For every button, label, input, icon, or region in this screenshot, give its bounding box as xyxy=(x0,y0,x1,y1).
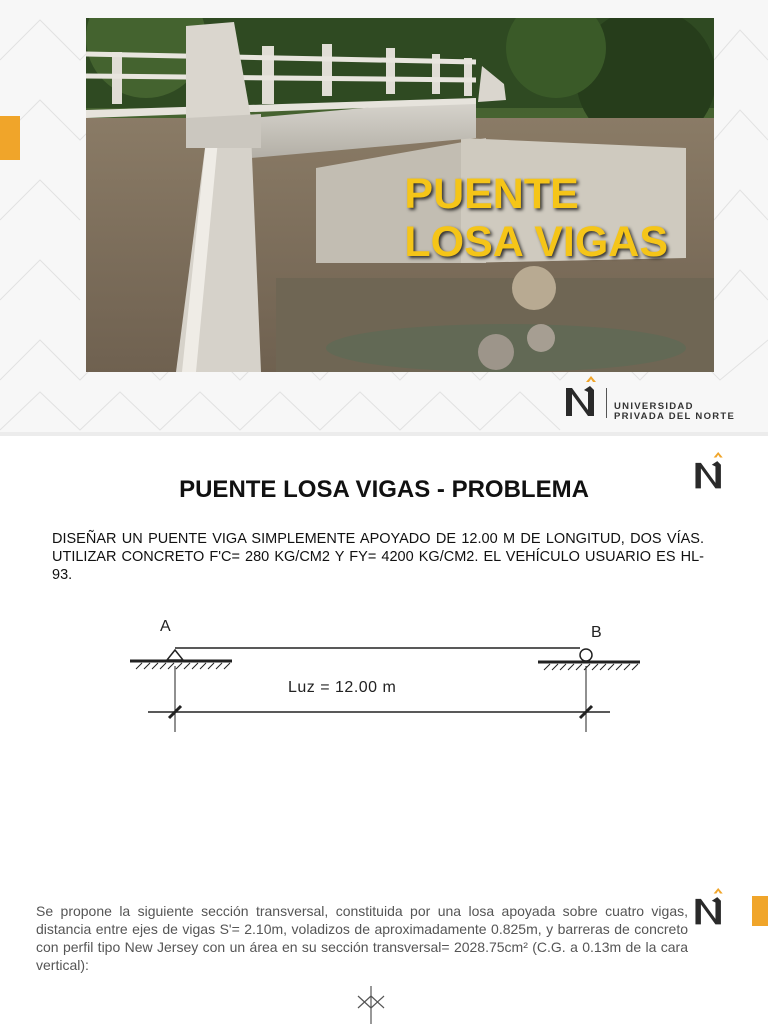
problem-title: PUENTE LOSA VIGAS - PROBLEMA xyxy=(179,476,589,503)
accent-bar-right xyxy=(752,896,768,926)
university-line1: UNIVERSIDAD xyxy=(614,401,694,412)
roller-support-b xyxy=(580,649,592,661)
pin-support-a xyxy=(167,650,183,660)
support-a-label: A xyxy=(160,618,171,635)
support-b-label: B xyxy=(591,624,602,641)
photo-title-line2: LOSA VIGAS xyxy=(404,218,668,266)
slide-cover xyxy=(0,0,768,432)
university-line2: PRIVADA DEL NORTE xyxy=(614,411,736,422)
accent-bar-left xyxy=(0,116,20,160)
upn-logo-icon xyxy=(690,886,730,930)
logo-divider xyxy=(606,388,607,418)
slide-section xyxy=(0,878,768,1024)
upn-logo-icon xyxy=(560,376,604,420)
section-description: Se propone la siguiente sección transversal, constituida por una losa apoyada sobre cuatro vigas, distancia entre ejes de vigas S'= 2.10m, voladizos de aproximadamente 0.825m, y barreras de concreto con perfil tipo New Jersey con un área en su sección transversal= 2028.75cm² (C.G. a 0.13m de la cara vertical): xyxy=(36,903,688,973)
problem-statement: DISEÑAR UN PUENTE VIGA SIMPLEMENTE APOYADO DE 12.00 M DE LONGITUD, DOS VÍAS. UTILIZAR CONCRETO F'C= 280 KG/CM2 Y FY= 4200 KG/CM2. EL VEHÍCULO USUARIO ES HL-93. xyxy=(52,531,704,583)
photo-title xyxy=(404,170,668,266)
bridge-photo xyxy=(86,18,714,372)
photo-title-line1: PUENTE xyxy=(404,170,579,218)
span-label: Luz = 12.00 m xyxy=(288,679,397,696)
compass-arrow-icon xyxy=(354,986,388,1024)
university-name xyxy=(614,402,735,422)
slide-problem xyxy=(0,436,768,878)
